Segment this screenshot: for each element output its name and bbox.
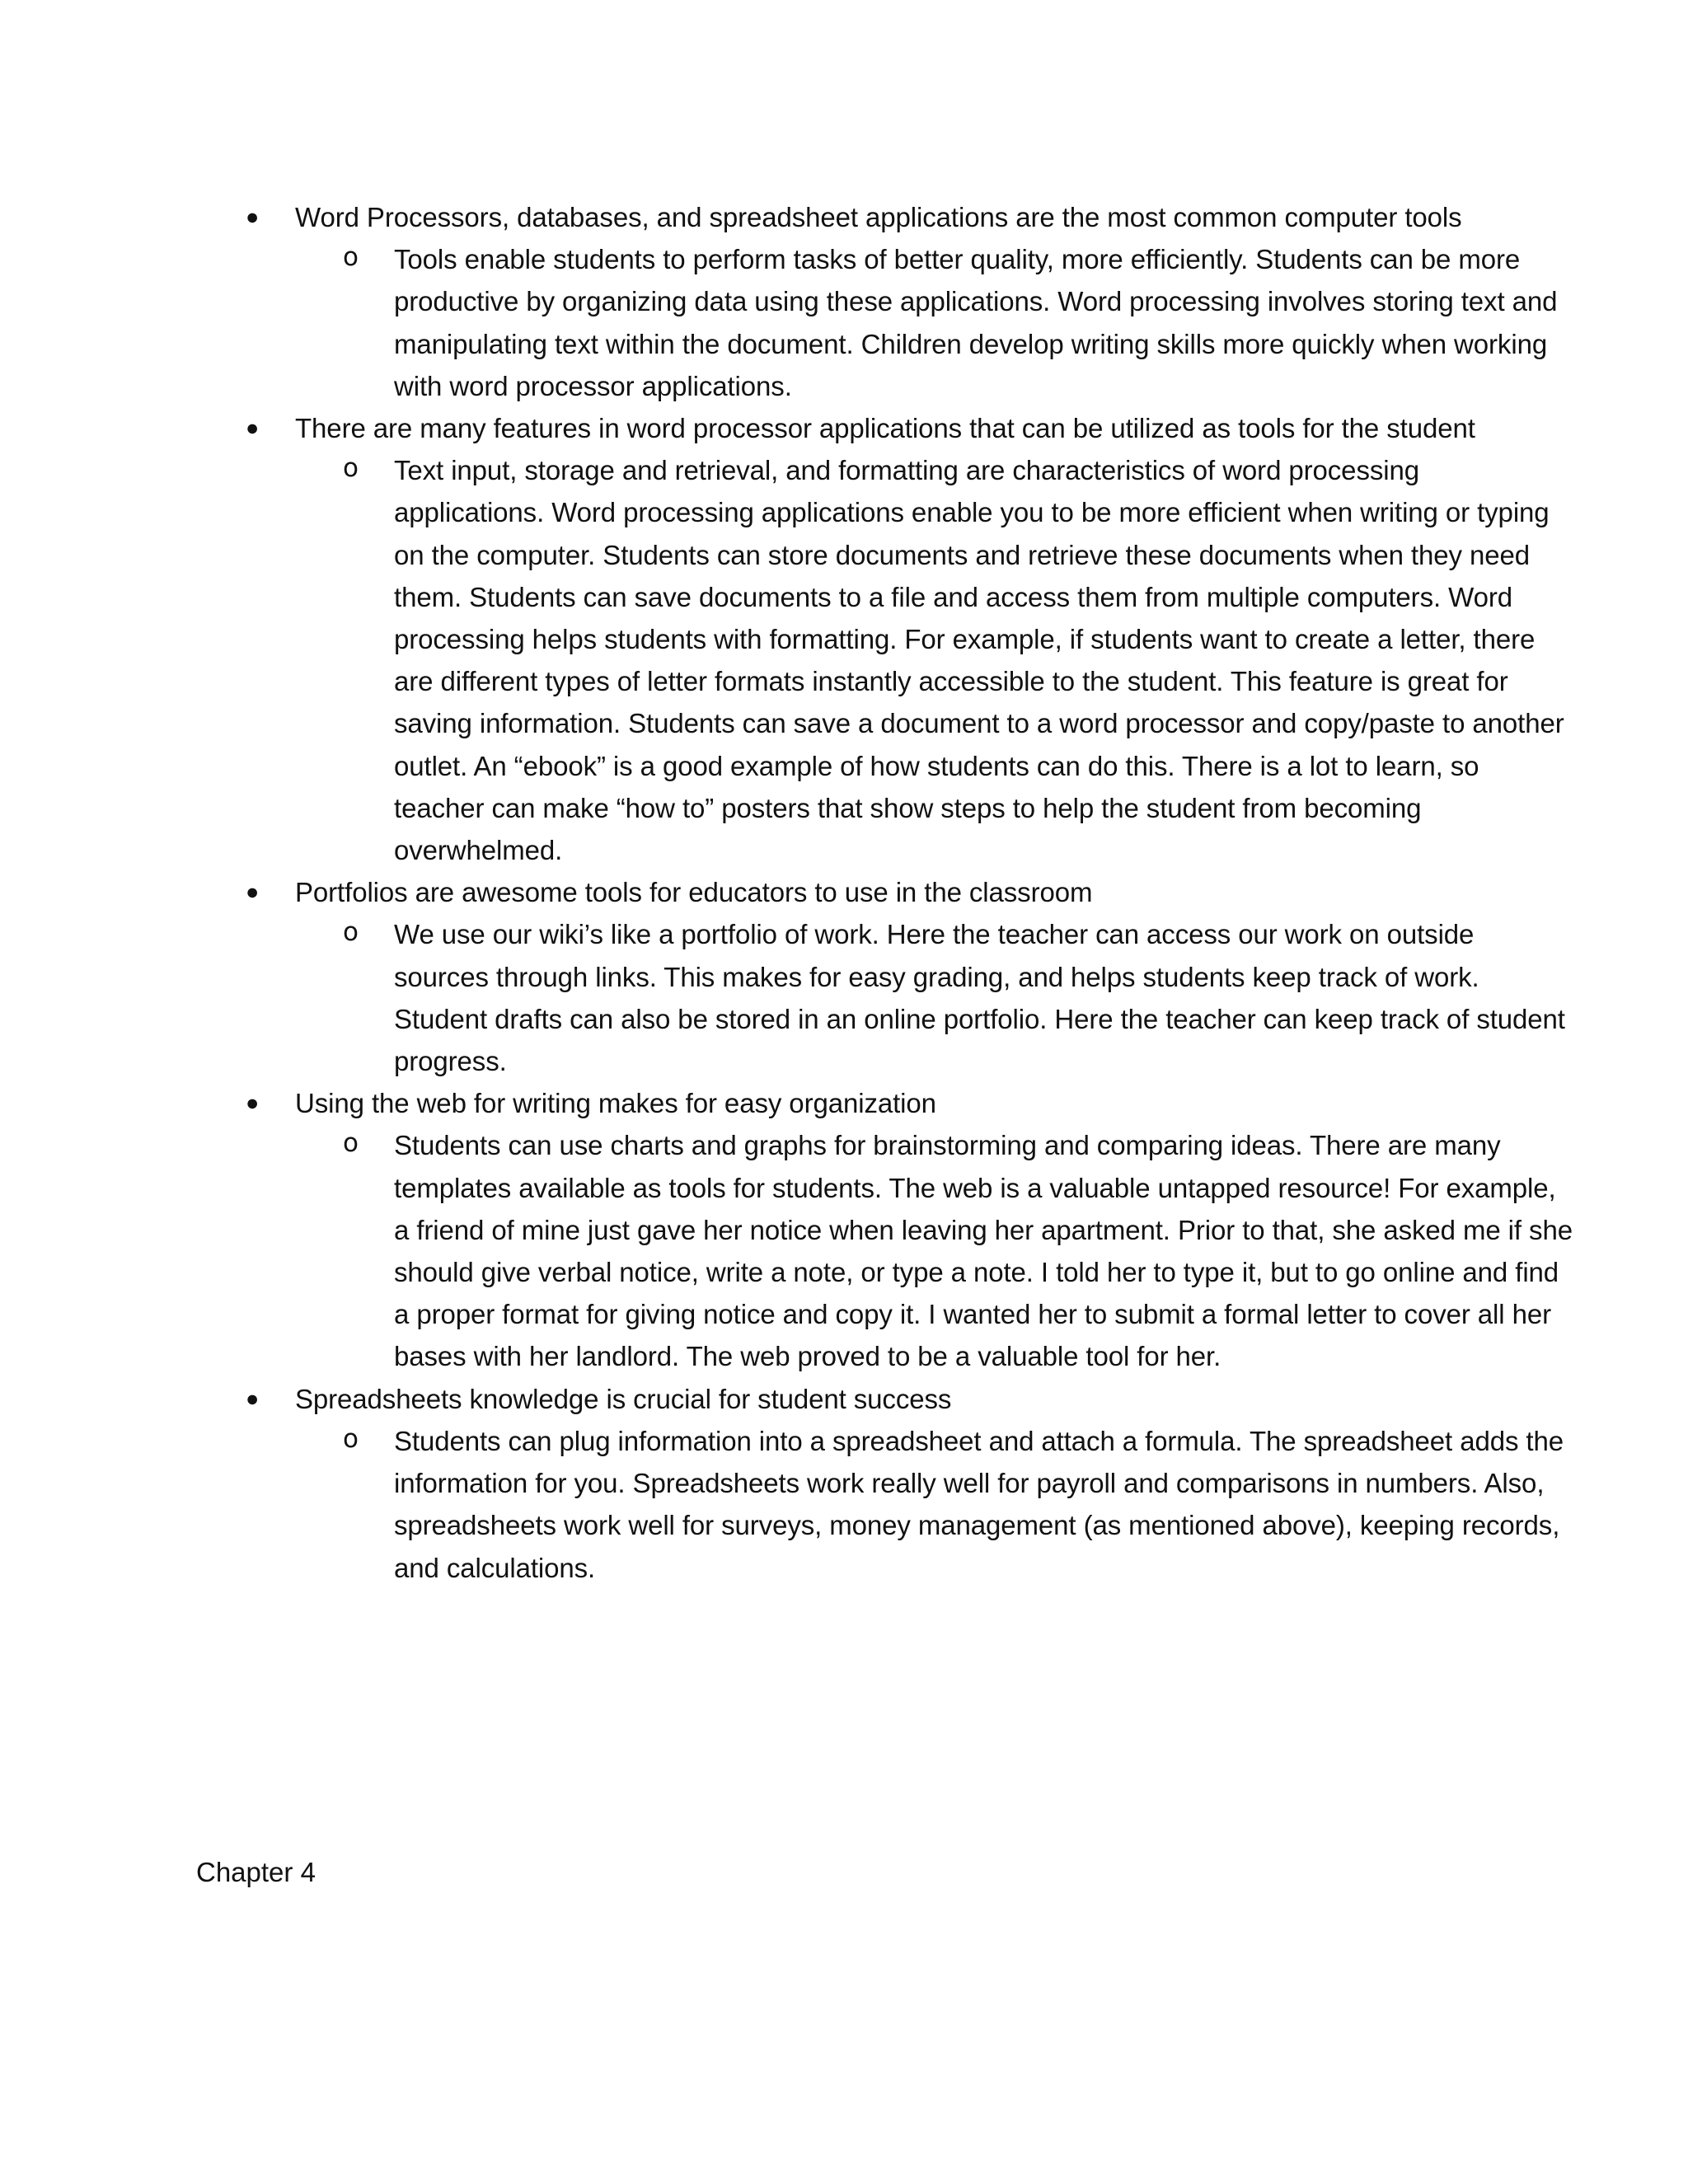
sub-list-item — [343, 1420, 1573, 1589]
sub-list-item-text: Text input, storage and retrieval, and formatting are characteristics of word processing applications. Word processing applications enable you to be more efficient when writing or typing on the computer. Students can store documents and retrieve these documents when they need them. Students can save documents to a file and access them from multiple computers. Word processing helps students with formatting. For example, if students want to create a letter, there are different types of letter formats instantly accessible to the student. This feature is great for saving information. Students can save a document to a word processor and copy/paste to another outlet. An “ebook” is a good example of how students can do this. There is a lot to learn, so teacher can make “how to” posters that show steps to help the student from becoming overwhelmed. — [394, 455, 1564, 866]
list-item — [239, 871, 1565, 1082]
sub-list — [295, 1124, 1573, 1377]
sub-list-item — [343, 1124, 1573, 1377]
sub-list-item-text: Students can plug information into a spreadsheet and attach a formula. The spreadsheet adds the information for you. Spreadsheets work really well for payroll and comparisons in numbers. Also, spreadsheets work well for surveys, money management (as mentioned above), keeping records, and calculations. — [394, 1425, 1564, 1583]
sub-list — [295, 1420, 1564, 1589]
list-item — [239, 1378, 1564, 1589]
sub-list — [295, 238, 1558, 407]
sub-list-item-text: Students can use charts and graphs for brainstorming and comparing ideas. There are many templates available as tools for students. The web is a valuable untapped resource! For example, a friend of mine just gave her notice when leaving her apartment. Prior to that, she asked me if she should give verbal notice, write a note, or type a note. I told her to type it, but to go online and find a proper format for giving notice and copy it. I wanted her to submit a formal letter to cover all her bases with her landlord. The web proved to be a valuable tool for her. — [394, 1130, 1573, 1372]
hollow-bullet-icon: o — [343, 1423, 359, 1454]
hollow-bullet-icon: o — [343, 1128, 359, 1159]
list-item-text: Spreadsheets knowledge is crucial for student success — [295, 1383, 952, 1414]
sub-list-item — [343, 449, 1573, 871]
list-item-text: There are many features in word processor applications that can be utilized as tools for the student — [295, 413, 1475, 444]
bullet-icon: ● — [246, 879, 260, 905]
sub-list-item — [343, 238, 1573, 407]
list-item — [239, 407, 1564, 871]
bullet-icon: ● — [246, 1090, 260, 1116]
bullet-icon: ● — [246, 1385, 260, 1411]
bullet-list — [239, 196, 1573, 1589]
sub-list — [295, 449, 1564, 871]
list-item — [239, 1082, 1573, 1377]
bullet-icon: ● — [246, 204, 260, 229]
hollow-bullet-icon: o — [343, 453, 359, 484]
bullet-icon: ● — [246, 415, 260, 441]
chapter-heading: Chapter 4 — [196, 1857, 316, 1887]
list-item-text: Word Processors, databases, and spreadsheet applications are the most common computer tools — [295, 202, 1462, 232]
list-item-text: Using the web for writing makes for easy organization — [295, 1088, 936, 1119]
sub-list-item — [343, 913, 1573, 1082]
hollow-bullet-icon: o — [343, 917, 359, 948]
sub-list-item-text: We use our wiki’s like a portfolio of work. Here the teacher can access our work on outside sources through links. This makes for easy grading, and helps students keep track of work. Student drafts can also be stored in an online portfolio. Here the teacher can keep track of student progress. — [394, 919, 1565, 1077]
sub-list — [295, 913, 1565, 1082]
hollow-bullet-icon: o — [343, 242, 359, 273]
list-item-text: Portfolios are awesome tools for educators to use in the classroom — [295, 877, 1093, 908]
list-item — [239, 196, 1558, 407]
sub-list-item-text: Tools enable students to perform tasks of better quality, more efficiently. Students can be more productive by organizing data using these applications. Word processing involves storing text and manipulating text within the document. Children develop writing skills more quickly when working with word processor applications. — [394, 244, 1558, 401]
